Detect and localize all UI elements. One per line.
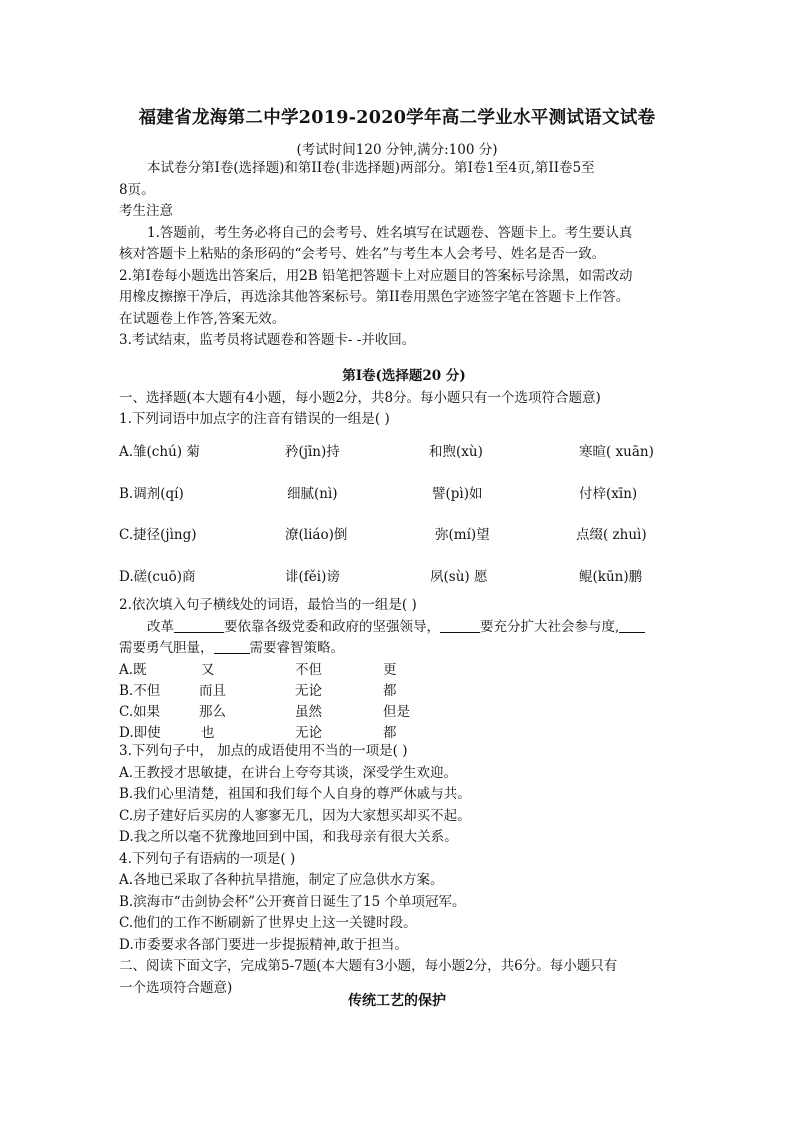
intro-line: 本试卷分第I卷(选择题)和第II卷(非选择题)两部分。第I卷1至4页,第II卷5至 — [147, 160, 595, 176]
option-line: A.王教授才思敏捷，在讲台上夸夸其谈，深受学生欢迎。 — [119, 764, 458, 781]
answer-blank — [619, 618, 645, 633]
option-row — [119, 681, 689, 702]
option-word: 又 — [201, 661, 215, 678]
option-word: A.既 — [119, 661, 147, 678]
option-word: D.即使 — [119, 724, 161, 741]
option-word: 都 — [383, 682, 397, 699]
option-row — [119, 483, 689, 525]
answer-blank — [440, 618, 480, 633]
option-word: 无论 — [295, 682, 322, 699]
option-row — [119, 441, 689, 483]
option-word: 而且 — [199, 682, 226, 699]
fill-text: 要依靠各级党委和政府的坚强领导， — [224, 618, 440, 635]
notice-label: 考生注意 — [119, 203, 173, 219]
q1-options — [119, 441, 689, 607]
option-word: 弥(mí)望 — [435, 527, 490, 543]
question-stem: 2.依次填入句子横线处的词语，最恰当的一组是( ) — [119, 597, 417, 613]
option-line: D.市委要求各部门要进一步提振精神,敢于担当。 — [119, 936, 408, 953]
option-word: 不但 — [295, 661, 322, 678]
fill-text: 需要勇气胆量， — [119, 640, 214, 656]
option-word: C.如果 — [119, 703, 161, 720]
option-word: C.捷径(jìng) — [119, 527, 197, 543]
option-word: 也 — [201, 724, 215, 741]
notice-item: 3.考试结束，监考员将试题卷和答题卡- -并收回。 — [119, 332, 416, 348]
option-word: 虽然 — [295, 703, 322, 720]
intro-line: 8页。 — [119, 181, 155, 198]
notice-item: 用橡皮擦擦干净后，再选涂其他答案标号。第II卷用黑色字迹签字笔在答题卡上作答。 — [119, 289, 630, 305]
option-line: C.房子建好后买房的人寥寥无几，因为大家想买却买不起。 — [119, 807, 471, 824]
option-word: 譬(pì)如 — [432, 485, 483, 502]
question-stem: 3.下列句子中， 加点的成语使用不当的一项是( ) — [119, 743, 408, 759]
section-one — [119, 366, 689, 431]
section-instructions: 一个选项符合题意) — [119, 979, 233, 996]
option-line: B.我们心里清楚，祖国和我们每个人自身的尊严休戚与共。 — [119, 786, 471, 802]
section-instructions: 二、阅读下面文字，完成第5-7题(本大题有3小题，每小题2分，共6分。每小题只有 — [119, 958, 618, 974]
fill-sentence — [119, 617, 689, 639]
option-word: 无论 — [295, 724, 322, 741]
page-title: 福建省龙海第二中学2019-2020学年高二学业水平测试语文试卷 — [138, 108, 656, 128]
option-word: D.磋(cuō)商 — [119, 568, 196, 585]
option-word: 诽(fěi)谤 — [285, 568, 340, 585]
fill-sentence — [119, 638, 689, 660]
notice-item: 在试题卷上作答,答案无效。 — [119, 310, 286, 327]
fill-text: 需要睿智策略。 — [249, 640, 344, 656]
answer-blank — [214, 639, 250, 654]
option-word: 更 — [383, 661, 397, 678]
option-line: D.我之所以毫不犹豫地回到中国，和我母亲有很大关系。 — [119, 829, 458, 845]
intro-section — [119, 158, 689, 352]
option-line: A.各地已采取了各种抗旱措施，制定了应急供水方案。 — [119, 872, 444, 888]
option-row — [119, 524, 689, 566]
section-instructions: 一、选择题(本大题有4小题，每小题2分，共8分。每小题只有一个选项符合题意) — [119, 389, 601, 406]
fill-text: 要充分扩大社会参与度, — [480, 618, 620, 635]
option-word: B.不但 — [119, 682, 161, 699]
exam-time-note: (考试时间120 分钟,满分:100 分) — [296, 142, 498, 158]
option-word: 那么 — [199, 703, 226, 720]
fill-text: 改革 — [147, 618, 174, 635]
notice-item: 2.第I卷每小题选出答案后，用2B 铅笔把答题卡上对应题目的答案标号涂黑，如需改动 — [119, 267, 633, 284]
q3-q4-block — [119, 741, 689, 999]
article-title: 传统工艺的保护 — [348, 993, 446, 1009]
option-word: 付梓(xīn) — [579, 485, 638, 502]
option-word: 潦(liáo)倒 — [285, 527, 348, 543]
notice-item: 核对答题卡上粘贴的条形码的“会考号、姓名”与考生本人会考号、姓名是否一致。 — [119, 246, 606, 262]
answer-blank — [174, 618, 224, 633]
option-word: 鲲(kūn)鹏 — [579, 568, 643, 585]
notice-item: 1.答题前，考生务必将自己的会考号、姓名填写在试题卷、答题卡上。考生要认真 — [147, 224, 633, 241]
option-word: 和煦(xù) — [429, 444, 483, 460]
option-line: B.滨海市“击剑协会杯”公开赛首日诞生了15 个单项冠军。 — [119, 893, 466, 910]
option-word: B.调剂(qí) — [119, 485, 184, 502]
question-stem: 1.下列词语中加点字的注音有错误的一组是( ) — [119, 411, 390, 427]
option-word: 都 — [383, 724, 397, 741]
option-line: C.他们的工作不断刷新了世界史上这一关键时段。 — [119, 915, 417, 931]
section-title: 第I卷(选择题20 分) — [342, 368, 466, 384]
option-word: 夙(sù) 愿 — [430, 568, 488, 585]
question-stem: 4.下列句子有语病的一项是( ) — [119, 850, 296, 867]
option-word: 细腻(nì) — [287, 485, 338, 502]
option-word: A.雏(chú) 菊 — [119, 444, 200, 460]
option-word: 矜(jīn)持 — [285, 444, 340, 460]
option-word: 但是 — [383, 703, 410, 720]
option-row — [119, 702, 689, 723]
q2-block — [119, 595, 689, 744]
option-row — [119, 660, 689, 681]
option-word: 点缀( zhuì) — [576, 527, 647, 543]
option-word: 寒暄( xuān) — [579, 444, 654, 460]
